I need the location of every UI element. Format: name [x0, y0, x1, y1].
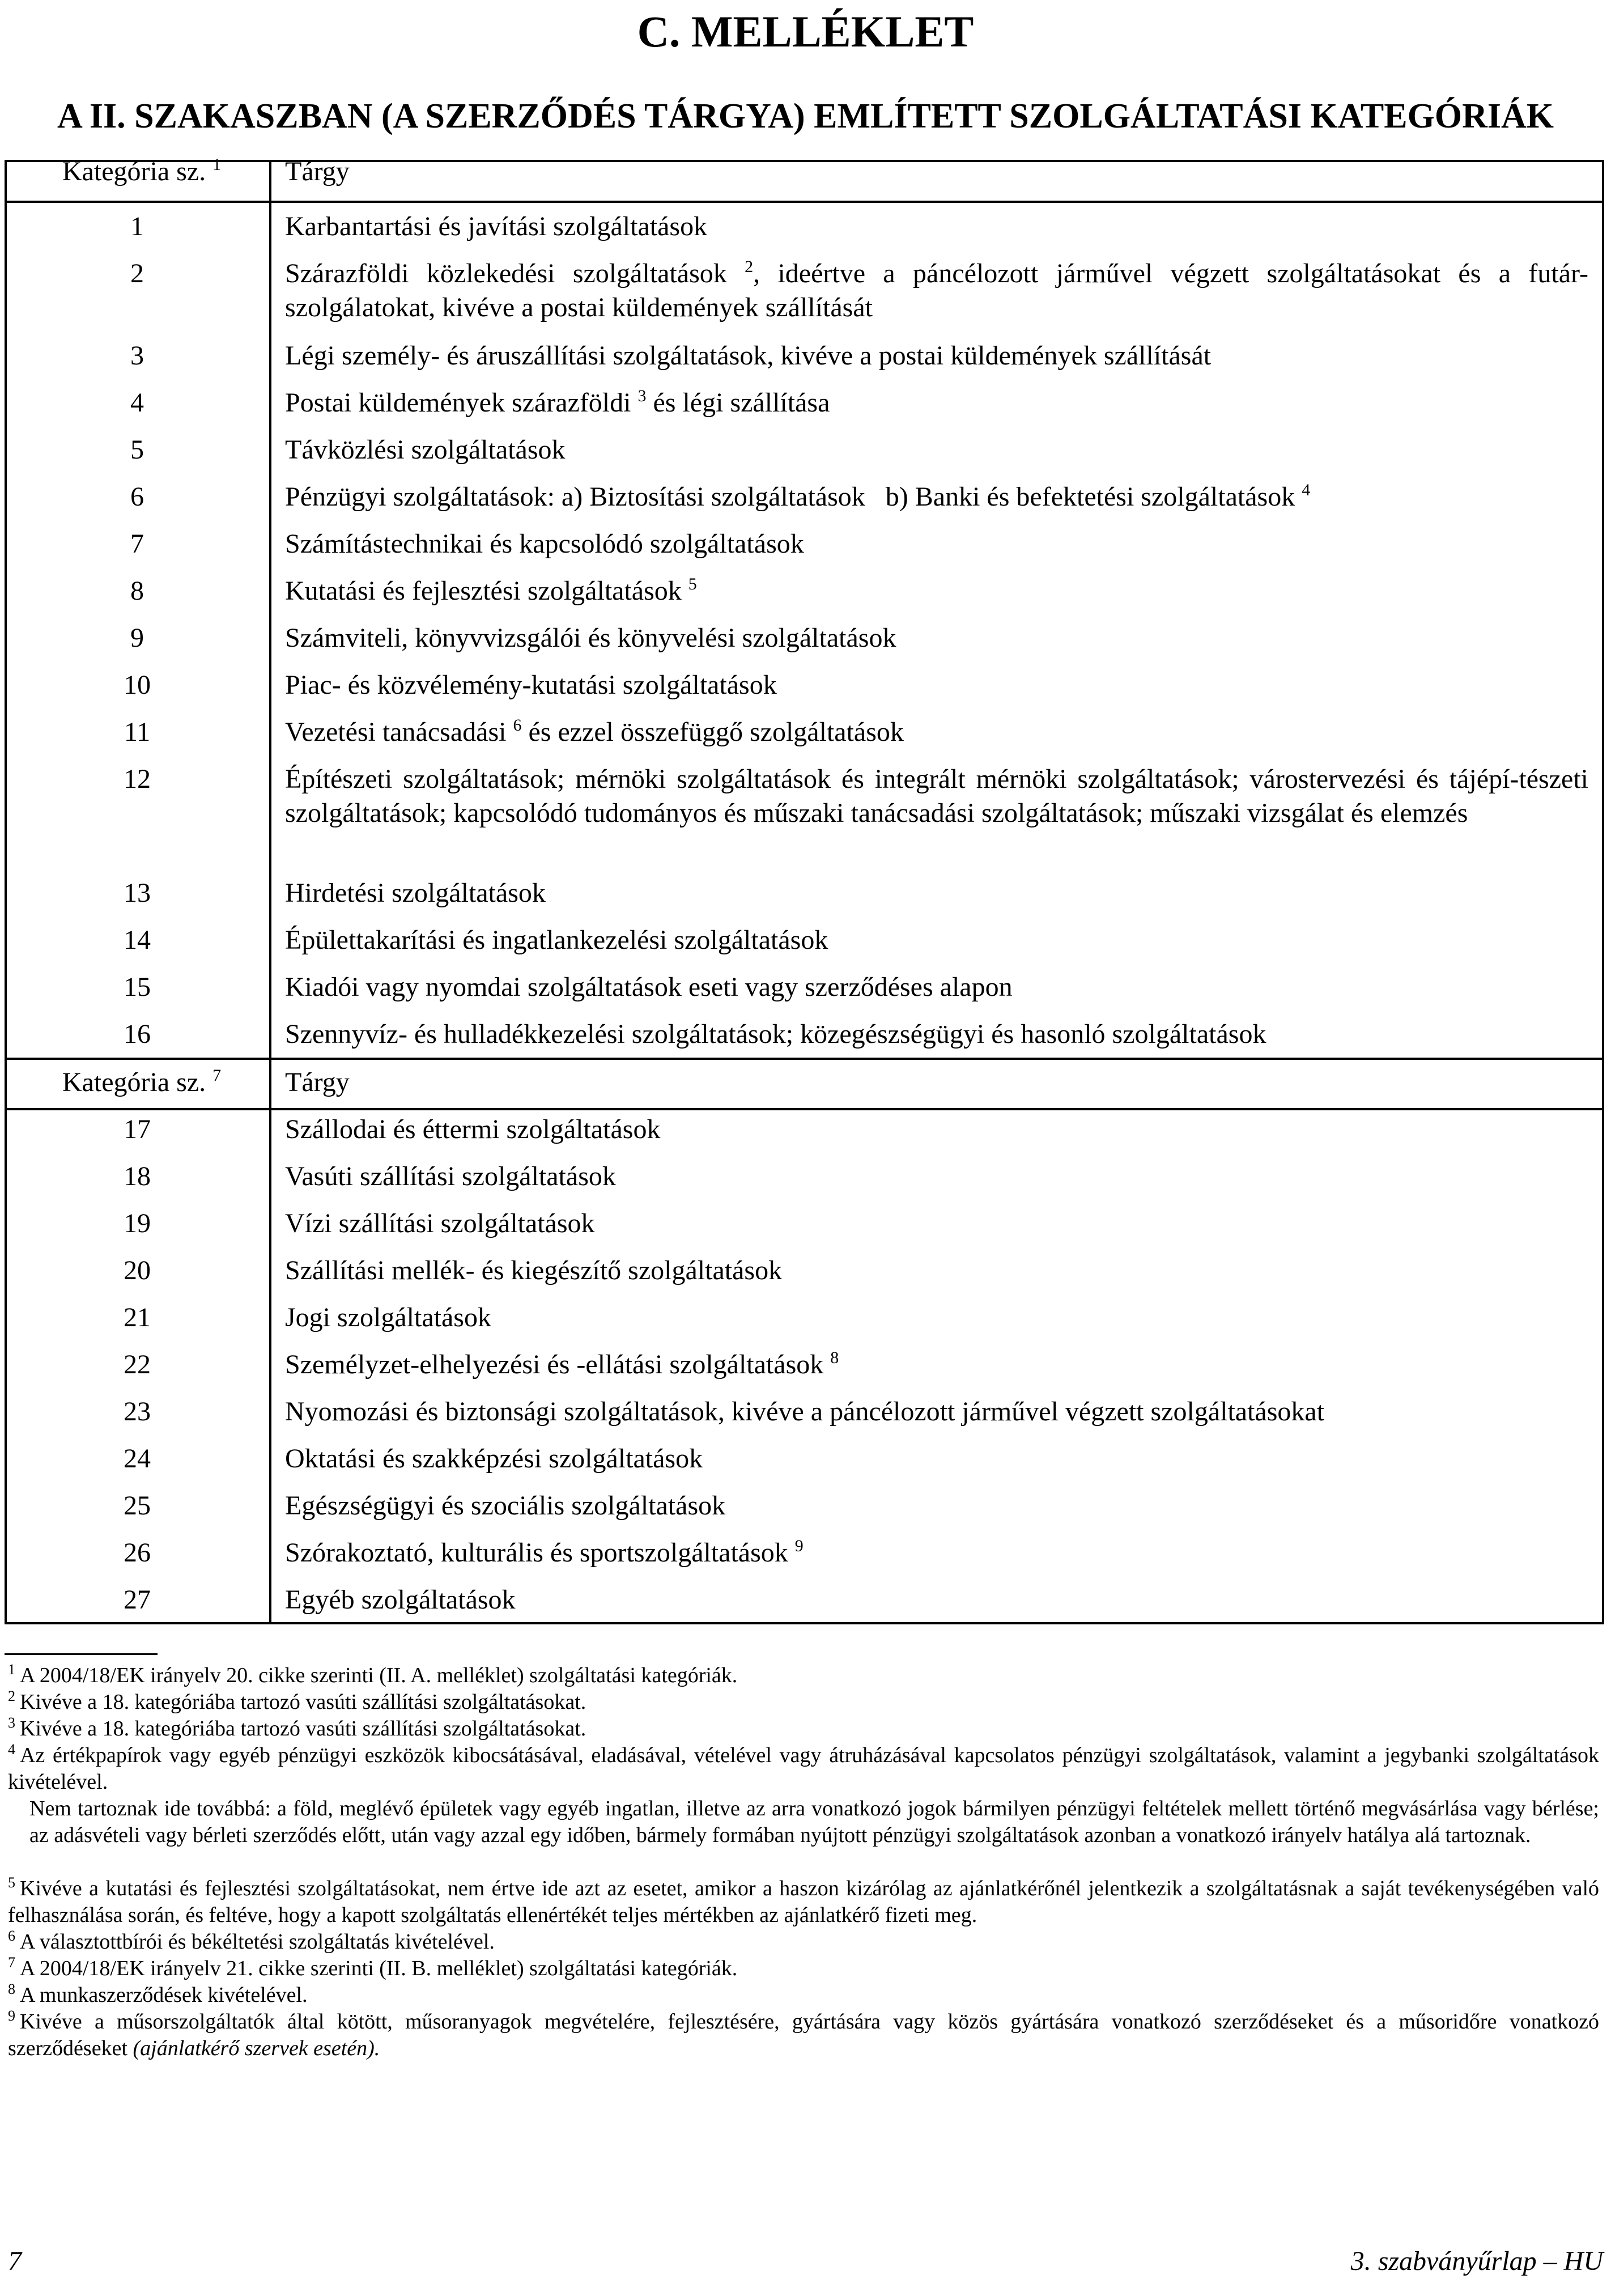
category-number: 24	[124, 1444, 151, 1474]
category-subject: Pénzügyi szolgáltatások: a) Biztosítási szolgáltatások b) Banki és befektetési szolgáltatások $^4$	[285, 481, 1311, 512]
footnote-8: $^8$ A munkaszerződések kivételével.	[8, 1981, 308, 2007]
category-number: 17	[124, 1114, 151, 1144]
category-subject: Egészségügyi és szociális szolgáltatások	[285, 1491, 726, 1521]
category-number: 8	[130, 576, 144, 606]
category-subject: Szállítási mellék- és kiegészítő szolgáltatások	[285, 1255, 783, 1285]
footnote-4-continued: Nem tartoznak ide továbbá: a föld, meglévő épületek vagy egyéb ingatlan, illetve az arra vonatkozó jogok bármilyen pénzügyi feltételek mellett történő megvásárlása vagy bérlése; az adásvételi vagy bérleti szerződés előtt, után vagy azzal egy időben, bármely formában nyújtott pénzügyi szolgáltatások azonban a vonatkozó irányelv hatálya alá tartoznak.	[29, 1797, 1599, 1847]
category-subject: Szórakoztató, kulturális és sportszolgáltatások $^9$	[285, 1537, 804, 1568]
footnote-rule	[5, 1653, 158, 1655]
category-number: 19	[124, 1208, 151, 1238]
category-subject: Szennyvíz- és hulladékkezelési szolgáltatások; közegészségügyi és hasonló szolgáltatások	[285, 1019, 1266, 1049]
category-number: 22	[124, 1349, 151, 1380]
header-category-1: Kategória sz. $^1$	[62, 155, 222, 186]
footnote-6: $^6$ A választottbírói és békéltetési szolgáltatás kivételével.	[8, 1928, 495, 1954]
category-number: 2	[130, 258, 144, 288]
page-title: C. MELLÉKLET	[637, 7, 974, 56]
category-subject: Szállodai és éttermi szolgáltatások	[285, 1114, 661, 1144]
category-number: 6	[130, 482, 144, 512]
category-subject: Távközlési szolgáltatások	[285, 435, 566, 465]
header-subject-1: Tárgy	[285, 156, 350, 186]
category-subject: Épülettakarítási és ingatlankezelési szolgáltatások	[285, 925, 828, 955]
category-number: 10	[124, 670, 151, 700]
category-number: 5	[130, 435, 144, 465]
category-number: 13	[124, 878, 151, 908]
category-subject: Oktatási és szakképzési szolgáltatások	[285, 1444, 703, 1474]
category-number: 14	[124, 925, 151, 955]
footnote-9: $^9$ Kivéve a műsorszolgáltatók által kötött, műsoranyagok megvételére, fejlesztésére, gyártására vagy közös gyártására vonatkozó szerződéseket és a műsoridőre vonatkozó szerződéseket (ajánlatkérő szervek esetén).	[8, 2008, 1599, 2060]
category-number: 7	[130, 529, 144, 559]
category-number: 12	[124, 764, 151, 794]
category-subject: Hirdetési szolgáltatások	[285, 878, 546, 908]
category-subject: Kutatási és fejlesztési szolgáltatások $^5$	[285, 575, 697, 606]
page-number: 7	[8, 2246, 22, 2276]
form-label: 3. szabványűrlap – HU	[1350, 2246, 1603, 2276]
category-subject: Piac- és közvélemény-kutatási szolgáltatások	[285, 670, 777, 700]
section-divider	[5, 1058, 1604, 1060]
footnote-2: $^2$ Kivéve a 18. kategóriába tartozó vasúti szállítási szolgáltatásokat.	[8, 1688, 586, 1714]
footnote-7: $^7$ A 2004/18/EK irányelv 21. cikke szerinti (II. B. melléklet) szolgáltatási kategóriák.	[8, 1954, 738, 1980]
category-number: 3	[130, 341, 144, 371]
category-subject: Vezetési tanácsadási $^6$ és ezzel összefüggő szolgáltatások	[285, 716, 904, 747]
footnote-3: $^3$ Kivéve a 18. kategóriába tartozó vasúti szállítási szolgáltatásokat.	[8, 1714, 586, 1741]
header-subject-2: Tárgy	[285, 1067, 350, 1097]
category-number: 16	[124, 1019, 151, 1049]
category-number: 27	[124, 1585, 151, 1615]
category-subject: Szárazföldi közlekedési szolgáltatások $^2$, ideértve a páncélozott járművel végzett szolgáltatásokat és a futár-szolgálatokat, kivéve a postai küldemények szállítását	[285, 257, 1589, 322]
category-number: 20	[124, 1255, 151, 1285]
category-number: 25	[124, 1491, 151, 1521]
category-subject: Kiadói vagy nyomdai szolgáltatások eseti vagy szerződéses alapon	[285, 972, 1013, 1002]
category-subject: Nyomozási és biztonsági szolgáltatások, kivéve a páncélozott járművel végzett szolgáltatásokat	[285, 1397, 1325, 1427]
page-subtitle: A II. SZAKASZBAN (A SZERZŐDÉS TÁRGYA) EMLÍTETT SZOLGÁLTATÁSI KATEGÓRIÁK	[57, 97, 1554, 135]
category-number: 11	[124, 717, 151, 747]
category-subject: Jogi szolgáltatások	[285, 1302, 491, 1332]
footnote-4: $^4$ Az értékpapírok vagy egyéb pénzügyi eszközök kibocsátásával, eladásával, vételével vagy átruházásával kapcsolatos pénzügyi szolgáltatások, valamint a jegybanki szolgáltatások kivételével.	[8, 1741, 1599, 1794]
category-subject: Számítástechnikai és kapcsolódó szolgáltatások	[285, 529, 804, 559]
category-number: 15	[124, 972, 151, 1002]
category-subject: Személyzet-elhelyezési és -ellátási szolgáltatások $^8$	[285, 1348, 839, 1380]
category-number: 18	[124, 1161, 151, 1191]
header-divider-2	[5, 1108, 1604, 1110]
category-subject: Vízi szállítási szolgáltatások	[285, 1208, 595, 1238]
category-subject: Légi személy- és áruszállítási szolgáltatások, kivéve a postai küldemények szállítását	[285, 341, 1212, 371]
category-subject: Egyéb szolgáltatások	[285, 1585, 516, 1615]
category-number: 4	[130, 388, 144, 418]
header-category-2: Kategória sz. $^7$	[62, 1066, 222, 1097]
category-number: 9	[130, 623, 144, 653]
category-subject: Építészeti szolgáltatások; mérnöki szolgáltatások és integrált mérnöki szolgáltatások; várostervezési és tájépí-tészeti szolgáltatások; kapcsolódó tudományos és műszaki tanácsadási szolgáltatások; műszaki vizsgálat és elemzés	[285, 764, 1588, 828]
category-subject: Számviteli, könyvvizsgálói és könyvelési szolgáltatások	[285, 623, 896, 653]
category-subject: Vasúti szállítási szolgáltatások	[285, 1161, 616, 1191]
column-divider	[269, 160, 271, 1624]
category-subject: Karbantartási és javítási szolgáltatások	[285, 211, 708, 241]
category-number: 21	[124, 1302, 151, 1332]
category-number: 23	[124, 1397, 151, 1427]
category-number: 26	[124, 1538, 151, 1568]
header-divider-1	[5, 201, 1604, 203]
category-subject: Postai küldemények szárazföldi $^3$ és légi szállítása	[285, 387, 830, 418]
category-number: 1	[130, 211, 144, 241]
footnote-5: $^5$ Kivéve a kutatási és fejlesztési szolgáltatásokat, nem értve ide azt az esetet, amikor a haszon kizárólag az ajánlatkérőnél jelentkezik a szolgáltatásnak a saját tevékenységében való felhasználása során, és feltéve, hogy a kapott szolgáltatás ellenértékét teljes mértékben az ajánlatkérő fizeti meg.	[8, 1874, 1599, 1927]
footnote-1: $^1$ A 2004/18/EK irányelv 20. cikke szerinti (II. A. melléklet) szolgáltatási kategóriák.	[8, 1661, 738, 1687]
